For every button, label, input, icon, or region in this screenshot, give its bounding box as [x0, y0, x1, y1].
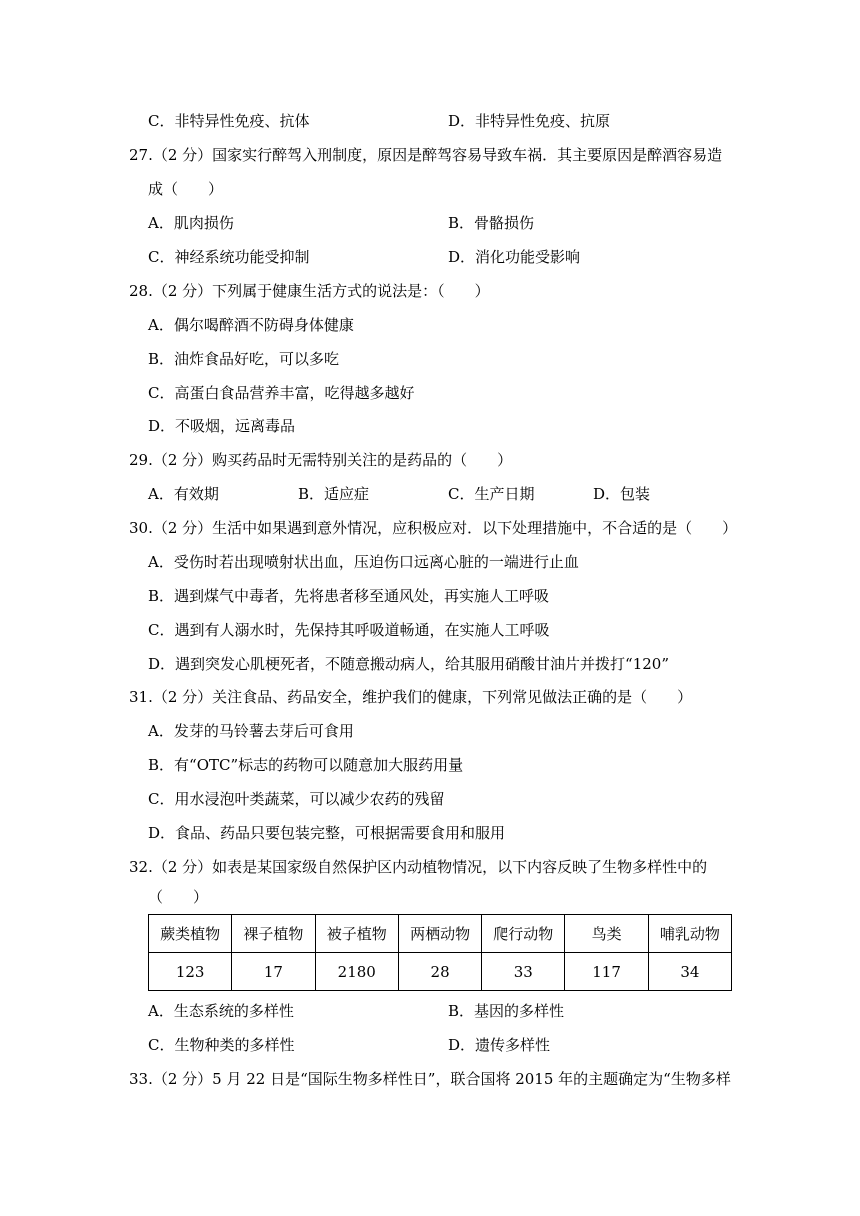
- table-row: [149, 953, 732, 991]
- q31-option-d: D．食品、药品只要包装完整，可根据需要食用和服用: [148, 824, 506, 842]
- q28-stem: 28.（2 分）下列属于健康生活方式的说法是：（ ）: [129, 282, 490, 300]
- table-header-cell: 鸟类: [565, 915, 648, 953]
- q32-option-b: B．基因的多样性: [448, 1002, 565, 1020]
- table-header-cell: 裸子植物: [232, 915, 315, 953]
- table-cell: 34: [648, 953, 731, 991]
- table-header-cell: 被子植物: [315, 915, 398, 953]
- q27-stem-line2: 成（ ）: [148, 180, 224, 198]
- table-cell: 28: [398, 953, 481, 991]
- q31-option-b: B．有“OTC”标志的药物可以随意加大服药用量: [148, 756, 464, 774]
- table-cell: 33: [482, 953, 565, 991]
- q28-option-b: B．油炸食品好吃，可以多吃: [148, 350, 340, 368]
- q28-option-d: D．不吸烟，远离毒品: [148, 417, 296, 435]
- q28-option-a: A．偶尔喝醉酒不防碍身体健康: [148, 316, 354, 334]
- q31-option-a: A．发芽的马铃薯去芽后可食用: [148, 722, 354, 740]
- q26-option-d: D．非特异性免疫、抗原: [448, 112, 611, 130]
- q32-option-c: C．生物种类的多样性: [148, 1036, 295, 1054]
- q30-option-b: B．遇到煤气中毒者，先将患者移至通风处，再实施人工呼吸: [148, 587, 550, 605]
- q30-stem: 30.（2 分）生活中如果遇到意外情况，应积极应对．以下处理措施中，不合适的是（ ）: [129, 519, 738, 537]
- table-cell: 2180: [315, 953, 398, 991]
- q31-option-c: C．用水浸泡叶类蔬菜，可以减少农药的残留: [148, 790, 445, 808]
- q27-option-d: D．消化功能受影响: [448, 248, 581, 266]
- q26-option-c: C．非特异性免疫、抗体: [148, 112, 310, 130]
- q28-option-c: C．高蛋白食品营养丰富，吃得越多越好: [148, 384, 415, 402]
- q29-option-a: A．有效期: [148, 485, 219, 503]
- table-cell: 123: [149, 953, 232, 991]
- q29-option-c: C．生产日期: [448, 485, 535, 503]
- table-header-cell: 爬行动物: [482, 915, 565, 953]
- q27-option-a: A．肌肉损伤: [148, 214, 234, 232]
- q29-option-b: B．适应症: [298, 485, 370, 503]
- table-header-cell: 哺乳动物: [648, 915, 731, 953]
- q32-option-d: D．遗传多样性: [448, 1036, 551, 1054]
- q31-stem: 31.（2 分）关注食品、药品安全，维护我们的健康，下列常见做法正确的是（ ）: [129, 688, 693, 706]
- q30-option-d: D．遇到突发心肌梗死者，不随意搬动病人，给其服用硝酸甘油片并拨打“120”: [148, 655, 669, 673]
- table-header-cell: 两栖动物: [398, 915, 481, 953]
- q27-option-b: B．骨骼损伤: [448, 214, 535, 232]
- q27-stem-line1: 27.（2 分）国家实行醉驾入刑制度，原因是醉驾容易导致车祸．其主要原因是醉酒容易造: [129, 146, 723, 164]
- q30-option-c: C．遇到有人溺水时，先保持其呼吸道畅通，在实施人工呼吸: [148, 621, 550, 639]
- table-cell: 17: [232, 953, 315, 991]
- table-header-cell: 蕨类植物: [149, 915, 232, 953]
- q33-stem-line1: 33.（2 分）5 月 22 日是“国际生物多样性日”，联合国将 2015 年的主题确定为“生物多样: [129, 1070, 731, 1088]
- q32-option-a: A．生态系统的多样性: [148, 1002, 294, 1020]
- table-header-row: [149, 915, 732, 953]
- q32-stem-line1: 32.（2 分）如表是某国家级自然保护区内动植物情况，以下内容反映了生物多样性中的: [129, 858, 708, 876]
- q32-stem-line2: （ ）: [148, 888, 209, 906]
- q29-stem: 29.（2 分）购买药品时无需特别关注的是药品的（ ）: [129, 451, 513, 469]
- species-table: [148, 914, 732, 991]
- q30-option-a: A．受伤时若出现喷射状出血，压迫伤口远离心脏的一端进行止血: [148, 553, 579, 571]
- table-cell: 117: [565, 953, 648, 991]
- q27-option-c: C．神经系统功能受抑制: [148, 248, 310, 266]
- q29-option-d: D．包装: [593, 485, 651, 503]
